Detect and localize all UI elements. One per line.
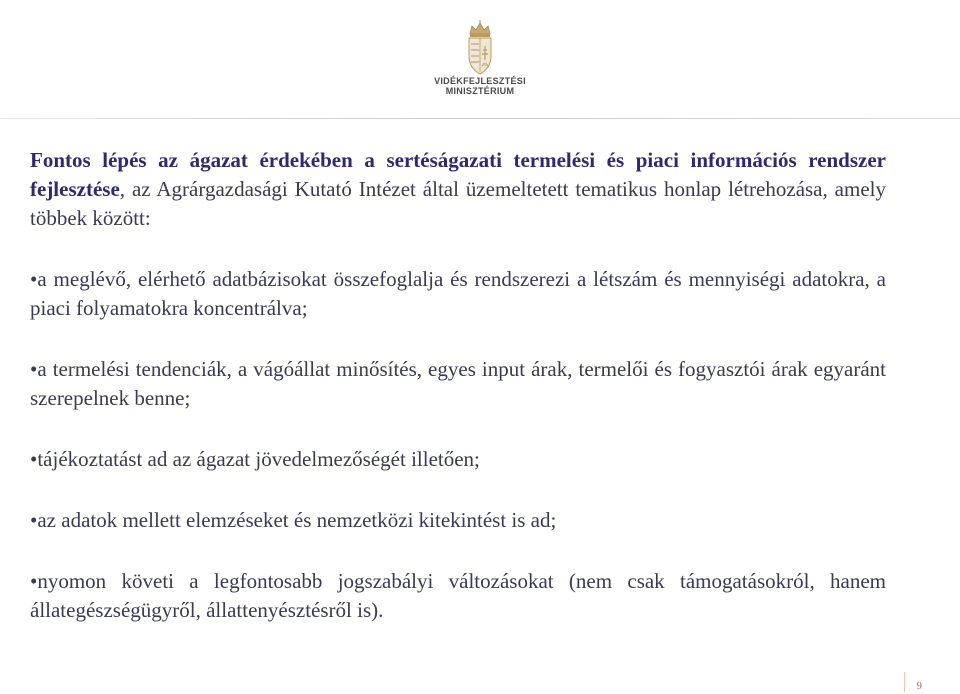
logo-line-1: VIDÉKFEJLESZTÉSI xyxy=(434,76,526,86)
bullet-item-4: •az adatok mellett elemzéseket és nemzetközi kitekintést is ad; xyxy=(30,508,557,532)
slide-body xyxy=(30,146,886,625)
header-divider xyxy=(0,118,960,119)
page-number: 9 xyxy=(916,680,922,692)
page-number-rule xyxy=(904,672,905,692)
bullet-item-2: •a termelési tendenciák, a vágóállat minősítés, egyes input árak, termelői és fogyasztói árak egyaránt szerepelnek benne; xyxy=(30,357,886,410)
bullet-item-3: •tájékoztatást ad az ágazat jövedelmezőségét illetően; xyxy=(30,447,480,471)
intro-bold-text: Fontos lépés az ágazat érdekében a sertéságazati termelési és piaci információs rendszer fejlesztése xyxy=(30,148,886,201)
ministry-logo xyxy=(430,20,530,110)
logo-line-2: MINISZTÉRIUM xyxy=(445,86,515,96)
intro-paragraph xyxy=(30,146,886,233)
intro-rest-text: , az Agrárgazdasági Kutató Intézet által üzemeltetett tematikus honlap létrehozása, amely többek között: xyxy=(30,177,886,230)
bullet-item-1: •a meglévő, elérhető adatbázisokat összefoglalja és rendszerezi a létszám és mennyiségi adatokra, a piaci folyamatokra koncentrálva; xyxy=(30,267,886,320)
coat-of-arms-icon xyxy=(463,20,497,76)
bullet-item-5: •nyomon követi a legfontosabb jogszabályi változásokat (nem csak támogatásokról, hanem állategészségügyről, állattenyésztésről is). xyxy=(30,569,886,622)
